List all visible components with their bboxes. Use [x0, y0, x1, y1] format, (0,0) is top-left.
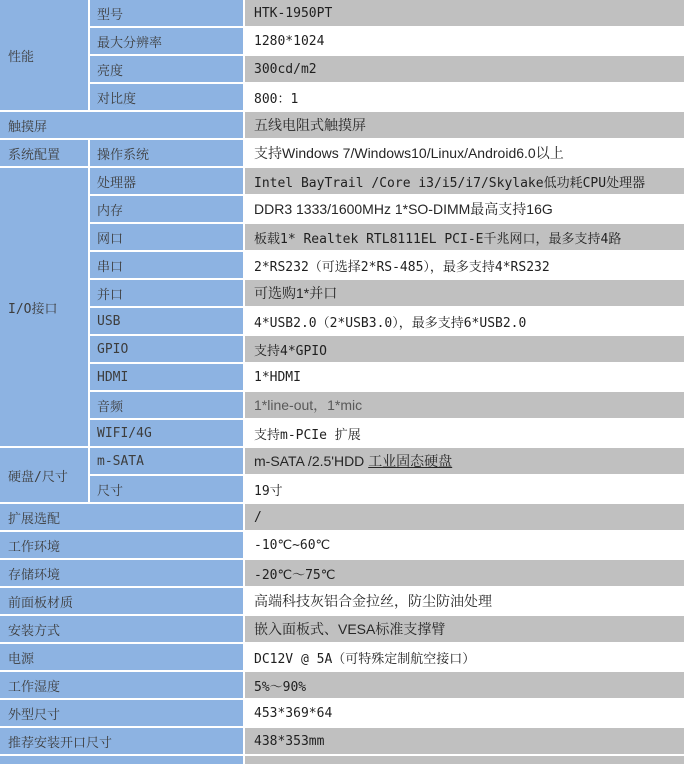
- table-row: [0, 224, 684, 252]
- spec-value-cell: [245, 196, 684, 224]
- category-cell: 外型尺寸: [0, 700, 245, 728]
- category-cell: 前面板材质: [0, 588, 245, 616]
- table-row: [0, 700, 684, 728]
- table-row: [0, 560, 684, 588]
- category-cell: 电源: [0, 644, 245, 672]
- spec-value-cell: [245, 224, 684, 252]
- spec-value-cell: [245, 476, 684, 504]
- category-cell: 安装方式: [0, 616, 245, 644]
- spec-value-text: 1280*1024: [254, 33, 325, 49]
- category-cell: 工作环境: [0, 532, 245, 560]
- spec-value-cell: [245, 112, 684, 140]
- spec-value-cell: [245, 336, 684, 364]
- spec-value-cell: [245, 728, 684, 756]
- spec-value-cell: [245, 672, 684, 700]
- spec-label-cell: 并口: [90, 280, 245, 308]
- spec-value-cell: [245, 560, 684, 588]
- spec-value-cell: [245, 84, 684, 112]
- spec-value-text: -10℃~60℃: [254, 537, 331, 553]
- spec-label-cell: HDMI: [90, 364, 245, 392]
- table-row: [0, 84, 684, 112]
- table-row: [0, 28, 684, 56]
- spec-value-text: Intel BayTrail /Core i3/i5/i7/Skylake低功耗CPU处理器: [254, 175, 646, 191]
- spec-value-cell: [245, 700, 684, 728]
- spec-value-cell: [245, 56, 684, 84]
- spec-value-text: 嵌入面板式、VESA标准支撑臂: [254, 621, 446, 637]
- spec-value-text: 1*HDMI: [254, 369, 301, 385]
- spec-label-cell: 亮度: [90, 56, 245, 84]
- table-row: [0, 588, 684, 616]
- spec-label-cell: USB: [90, 308, 245, 336]
- table-row: [0, 504, 684, 532]
- table-row: [0, 728, 684, 756]
- category-cell: 扩展选配: [0, 504, 245, 532]
- spec-value-text: DC12V @ 5A（可特殊定制航空接口）: [254, 651, 476, 667]
- spec-value-cell: [245, 504, 684, 532]
- spec-value-cell: [245, 280, 684, 308]
- spec-value-cell: [245, 448, 684, 476]
- table-row: [0, 476, 684, 504]
- table-row-clipped: [0, 756, 684, 764]
- spec-value-text: 19寸: [254, 483, 283, 499]
- spec-value-text: DDR3 1333/1600MHz 1*SO-DIMM最高支持16G: [254, 201, 553, 217]
- table-row: [0, 252, 684, 280]
- category-cell: 工作湿度: [0, 672, 245, 700]
- spec-value-cell: [245, 616, 684, 644]
- table-row: [0, 168, 684, 196]
- spec-label-cell: 尺寸: [90, 476, 245, 504]
- spec-label-cell: 操作系统: [90, 140, 245, 168]
- spec-value-cell: [245, 532, 684, 560]
- table-row: [0, 644, 684, 672]
- table-row: [0, 336, 684, 364]
- table-row: [0, 672, 684, 700]
- spec-label-cell: 内存: [90, 196, 245, 224]
- table-row: [0, 420, 684, 448]
- spec-value-text: 1*line-out，1*mic: [254, 397, 363, 413]
- spec-value-cell: [245, 28, 684, 56]
- spec-label-cell: 最大分辨率: [90, 28, 245, 56]
- category-cell: [0, 756, 245, 764]
- category-cell: 触摸屏: [0, 112, 245, 140]
- spec-value-cell: [245, 588, 684, 616]
- spec-value-cell: [245, 140, 684, 168]
- category-cell: 硬盘/尺寸: [0, 448, 90, 504]
- spec-value-cell: [245, 252, 684, 280]
- category-cell: 存储环境: [0, 560, 245, 588]
- spec-value-underlined-text: 工业固态硬盘: [368, 453, 453, 469]
- spec-value-text: HTK-1950PT: [254, 5, 333, 21]
- table-row: [0, 392, 684, 420]
- spec-value-text: 支持Windows 7/Windows10/Linux/Android6.0以上: [254, 145, 564, 161]
- spec-label-cell: m-SATA: [90, 448, 245, 476]
- category-cell: 系统配置: [0, 140, 90, 168]
- table-row: [0, 56, 684, 84]
- table-row: [0, 308, 684, 336]
- spec-label-cell: 型号: [90, 0, 245, 28]
- spec-value-text: 高端科技灰铝合金拉丝，防尘防油处理: [254, 593, 492, 609]
- spec-value-text: 板载1* Realtek RTL8111EL PCI-E千兆网口，最多支持4路: [254, 231, 622, 247]
- spec-label-cell: 处理器: [90, 168, 245, 196]
- spec-value-text: m-SATA /2.5'HDD: [254, 453, 369, 469]
- table-row: [0, 280, 684, 308]
- spec-value-text: /: [254, 509, 262, 525]
- table-row: [0, 0, 684, 28]
- spec-value-cell: [245, 756, 684, 764]
- table-row: [0, 532, 684, 560]
- table-row: [0, 364, 684, 392]
- spec-label-cell: 网口: [90, 224, 245, 252]
- table-row: [0, 112, 684, 140]
- spec-label-cell: 对比度: [90, 84, 245, 112]
- spec-value-cell: [245, 420, 684, 448]
- spec-label-cell: GPIO: [90, 336, 245, 364]
- spec-label-cell: 串口: [90, 252, 245, 280]
- spec-value-text: 800：1: [254, 91, 299, 107]
- category-cell: 性能: [0, 0, 90, 112]
- spec-value-text: 支持m-PCIe 扩展: [254, 427, 361, 443]
- spec-value-text: 300cd/m2: [254, 61, 317, 77]
- spec-value-text: 4*USB2.0（2*USB3.0），最多支持6*USB2.0: [254, 315, 527, 331]
- spec-label-cell: 音频: [90, 392, 245, 420]
- table-row: [0, 616, 684, 644]
- table-row: [0, 140, 684, 168]
- category-cell: I/O接口: [0, 168, 90, 448]
- table-row: [0, 448, 684, 476]
- spec-value-text: 五线电阻式触摸屏: [254, 117, 366, 133]
- spec-value-text: 453*369*64: [254, 705, 333, 721]
- spec-value-text: 支持4*GPIO: [254, 343, 327, 359]
- spec-value-cell: [245, 0, 684, 28]
- category-cell: 推荐安装开口尺寸: [0, 728, 245, 756]
- spec-value-text: 可选购1*并口: [254, 285, 338, 301]
- table-row: [0, 196, 684, 224]
- spec-value-cell: [245, 168, 684, 196]
- spec-value-cell: [245, 364, 684, 392]
- spec-value-text: 438*353mm: [254, 733, 325, 749]
- spec-value-cell: [245, 644, 684, 672]
- spec-value-text: 5%～90%: [254, 679, 307, 695]
- spec-value-text: -20℃～75℃: [254, 567, 336, 583]
- spec-value-cell: [245, 392, 684, 420]
- spec-value-cell: [245, 308, 684, 336]
- spec-label-cell: WIFI/4G: [90, 420, 245, 448]
- spec-value-text: 2*RS232（可选择2*RS-485），最多支持4*RS232: [254, 259, 550, 275]
